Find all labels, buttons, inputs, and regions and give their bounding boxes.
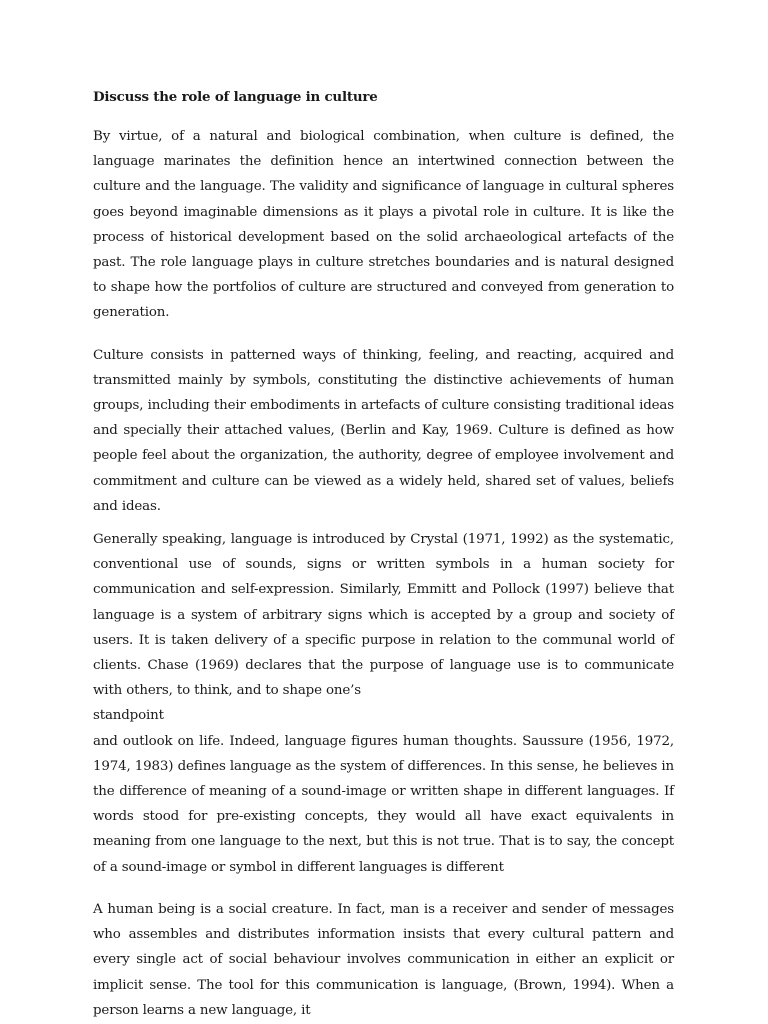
document-body	[93, 86, 674, 1023]
paragraph-culture-definition: Culture consists in patterned ways of thinking, feeling, and reacting, acquired and transmitted mainly by symbols, constituting the distinctive achievements of human groups, including their embodiments in artefacts of culture consisting traditional ideas and specially their attached values, (Berlin and Kay, 1969. Culture is defined as how people feel about the organization, the authority, degree of employee involvement and commitment and culture can be viewed as a widely held, shared set of values, beliefs and ideas.	[93, 347, 674, 514]
paragraph-intro: By virtue, of a natural and biological combination, when culture is defined, the language marinates the definition hence an intertwined connection between the culture and the language. The validity and significance of language in cultural spheres goes beyond imaginable dimensions as it plays a pivotal role in culture. It is like the process of historical development based on the solid archaeological artefacts of the past. The role language plays in culture stretches boundaries and is natural designed to shape how the portfolios of culture are structured and conveyed from generation to generation.	[93, 129, 674, 321]
paragraph-social-creature: A human being is a social creature. In fact, man is a receiver and sender of messages who assembles and distributes information insists that every cultural pattern and every single act of social behaviour involves communication in either an explicit or implicit sense. The tool for this communication is language, (Brown, 1994). When a person learns a new language, it	[93, 901, 674, 1018]
paragraph-language-definition: Generally speaking, language is introduced by Crystal (1971, 1992) as the systematic, conventional use of sounds, signs or written symbols in a human society for communication and self-expression. Similarly, Emmitt and Pollock (1997) believe that language is a system of arbitrary signs which is accepted by a group and society of users. It is taken delivery of a specific purpose in relation to the communal world of clients. Chase (1969) declares that the purpose of language use is to communicate with others, to think, and to shape one’s	[93, 532, 674, 699]
paragraph-fragment-standpoint: standpoint	[93, 708, 164, 724]
paragraph-saussure: and outlook on life. Indeed, language figures human thoughts. Saussure (1956, 1972, 1974, 1983) defines language as the system of differences. In this sense, he believes in the difference of meaning of a sound-image or written shape in different languages. If words stood for pre-existing concepts, they would all have exact equivalents in meaning from one language to the next, but this is not true. That is to say, the concept of a sound-image or symbol in different languages is different	[93, 733, 674, 875]
document-title: Discuss the role of language in culture	[93, 89, 378, 105]
